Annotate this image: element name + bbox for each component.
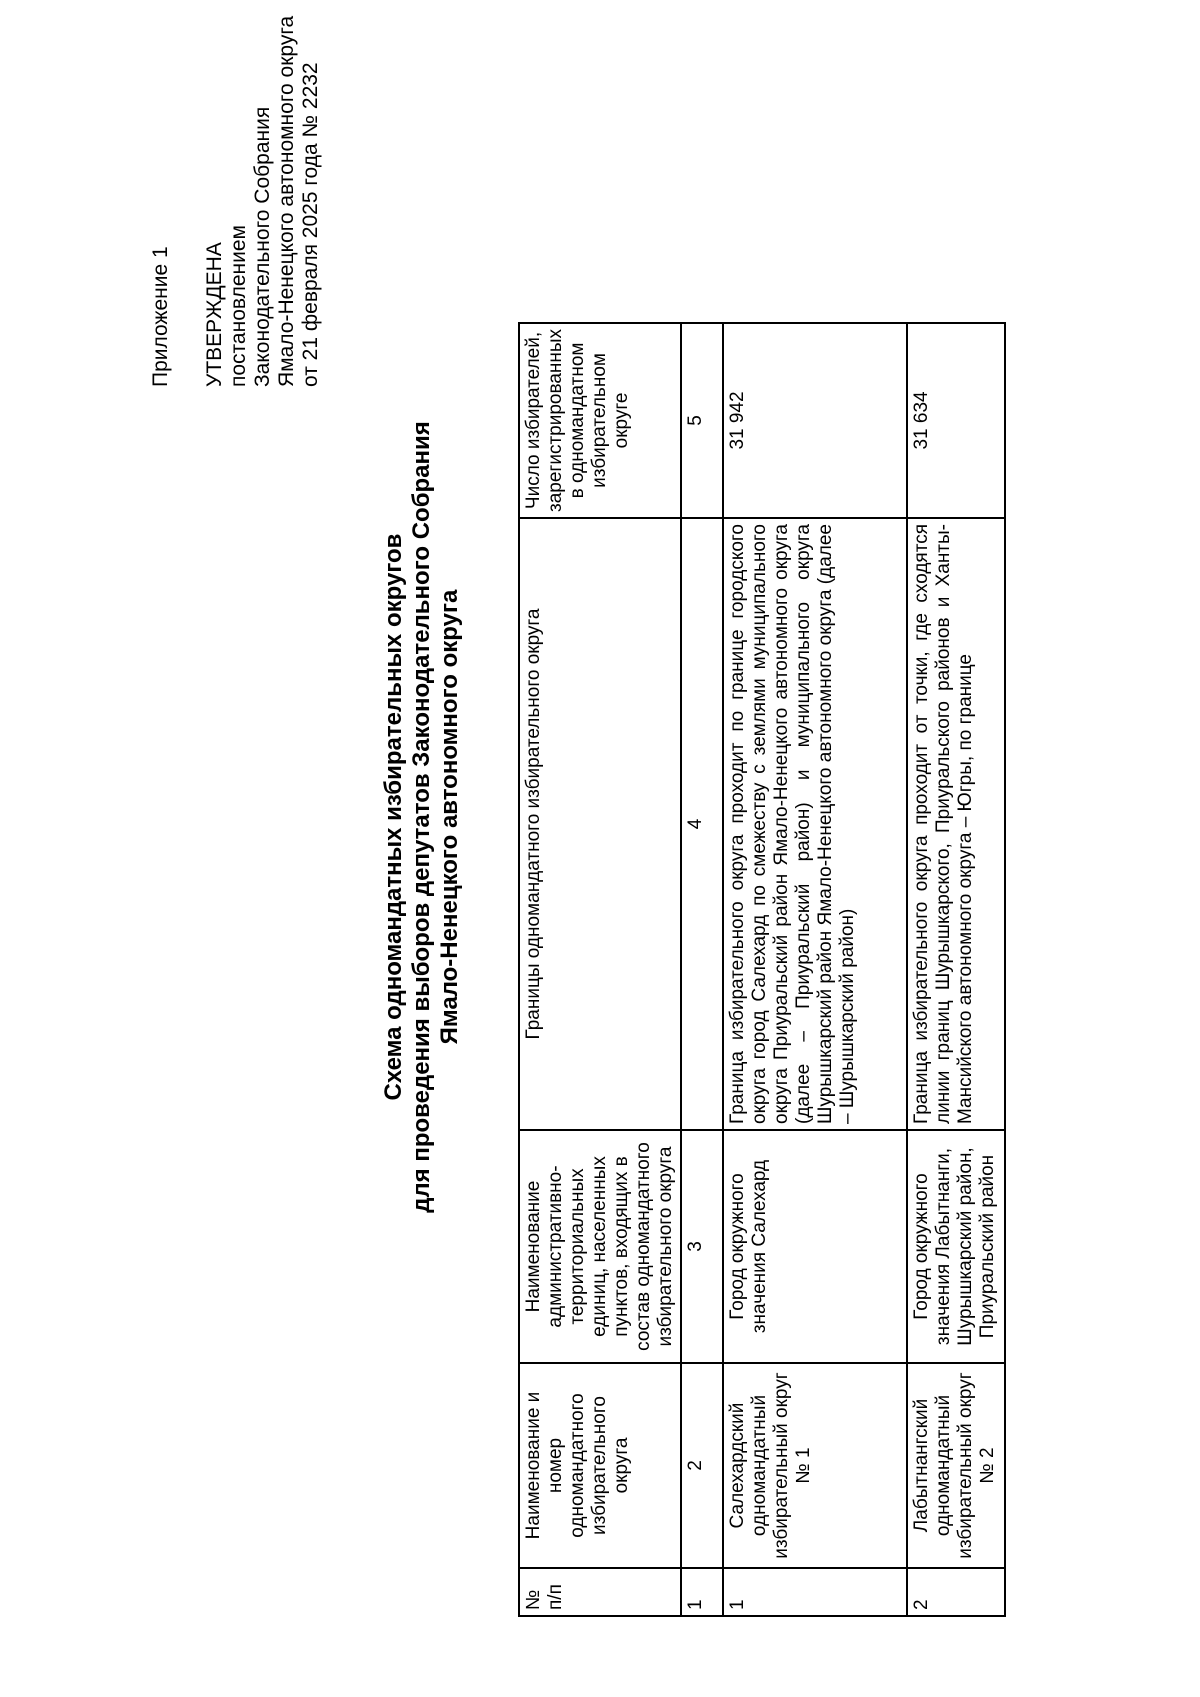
district-name: Салехардский одномандатный избирательный округ № 1 — [723, 1363, 907, 1568]
column-number: 4 — [681, 518, 723, 1130]
column-number: 1 — [681, 1568, 723, 1616]
approval-line: Законодательного Собрания — [251, 106, 274, 387]
title-line: Схема одномандатных избирательных округов — [380, 533, 407, 1101]
title-line: Ямало-Ненецкого автономного округа — [436, 589, 463, 1045]
appendix-label: Приложение 1 — [149, 246, 172, 387]
approval-line: УТВЕРЖДЕНА — [203, 242, 226, 387]
district-voters: 31 942 — [723, 323, 907, 518]
approval-block — [203, 16, 323, 387]
column-number-row — [681, 323, 723, 1616]
table-row — [723, 323, 907, 1616]
title-line: для проведения выборов депутатов Законодательного Собрания — [408, 421, 435, 1213]
district-borders: Граница избирательного округа проходит по границе городского округа город Салехард по смежеству с землями муниципального округа Приуральский район Ямало-Ненецкого автономного округа (далее – Приуральский район) и муниципального округа Шурышкарский район Ямало-Ненецкого автономного округа (далее – Шурышкарский район) — [723, 518, 907, 1130]
table-row — [907, 323, 1005, 1616]
column-number: 5 — [681, 323, 723, 518]
header-cell-borders: Границы одномандатного избирательного округа — [519, 518, 681, 1130]
header-cell-units: Наименование административно-территориальных единиц, населенных пунктов, входящих в состав одномандатного избирательного округа — [519, 1130, 681, 1363]
header-cell-number: № п/п — [519, 1568, 681, 1616]
approval-line: от 21 февраля 2025 года № 2232 — [299, 62, 322, 387]
district-voters: 31 634 — [907, 323, 1005, 518]
column-number: 2 — [681, 1363, 723, 1568]
district-name: Лабытнангский одномандатный избирательный округ № 2 — [907, 1363, 1005, 1568]
row-number: 2 — [907, 1568, 1005, 1616]
header-cell-voters: Число избирателей, зарегистрированных в одномандатном избирательном округе — [519, 323, 681, 518]
approval-line: постановлением — [227, 225, 250, 387]
district-borders: Граница избирательного округа проходит от точки, где сходятся линии границ Шурышкарского, Приуральского районов и Ханты-Мансийского автономного округа – Югры, по границе — [907, 518, 1005, 1130]
districts-table — [518, 322, 1006, 1617]
header-cell-name: Наименование и номер одномандатного избирательного округа — [519, 1363, 681, 1568]
row-number: 1 — [723, 1568, 907, 1616]
approval-line: Ямало-Ненецкого автономного округа — [275, 15, 298, 387]
table-header-row — [519, 323, 681, 1616]
district-units: Город окружного значения Салехард — [723, 1130, 907, 1363]
district-units: Город окружного значения Лабытнанги, Шурышкарский район, Приуральский район — [907, 1130, 1005, 1363]
column-number: 3 — [681, 1130, 723, 1363]
document-title — [380, 367, 464, 1267]
